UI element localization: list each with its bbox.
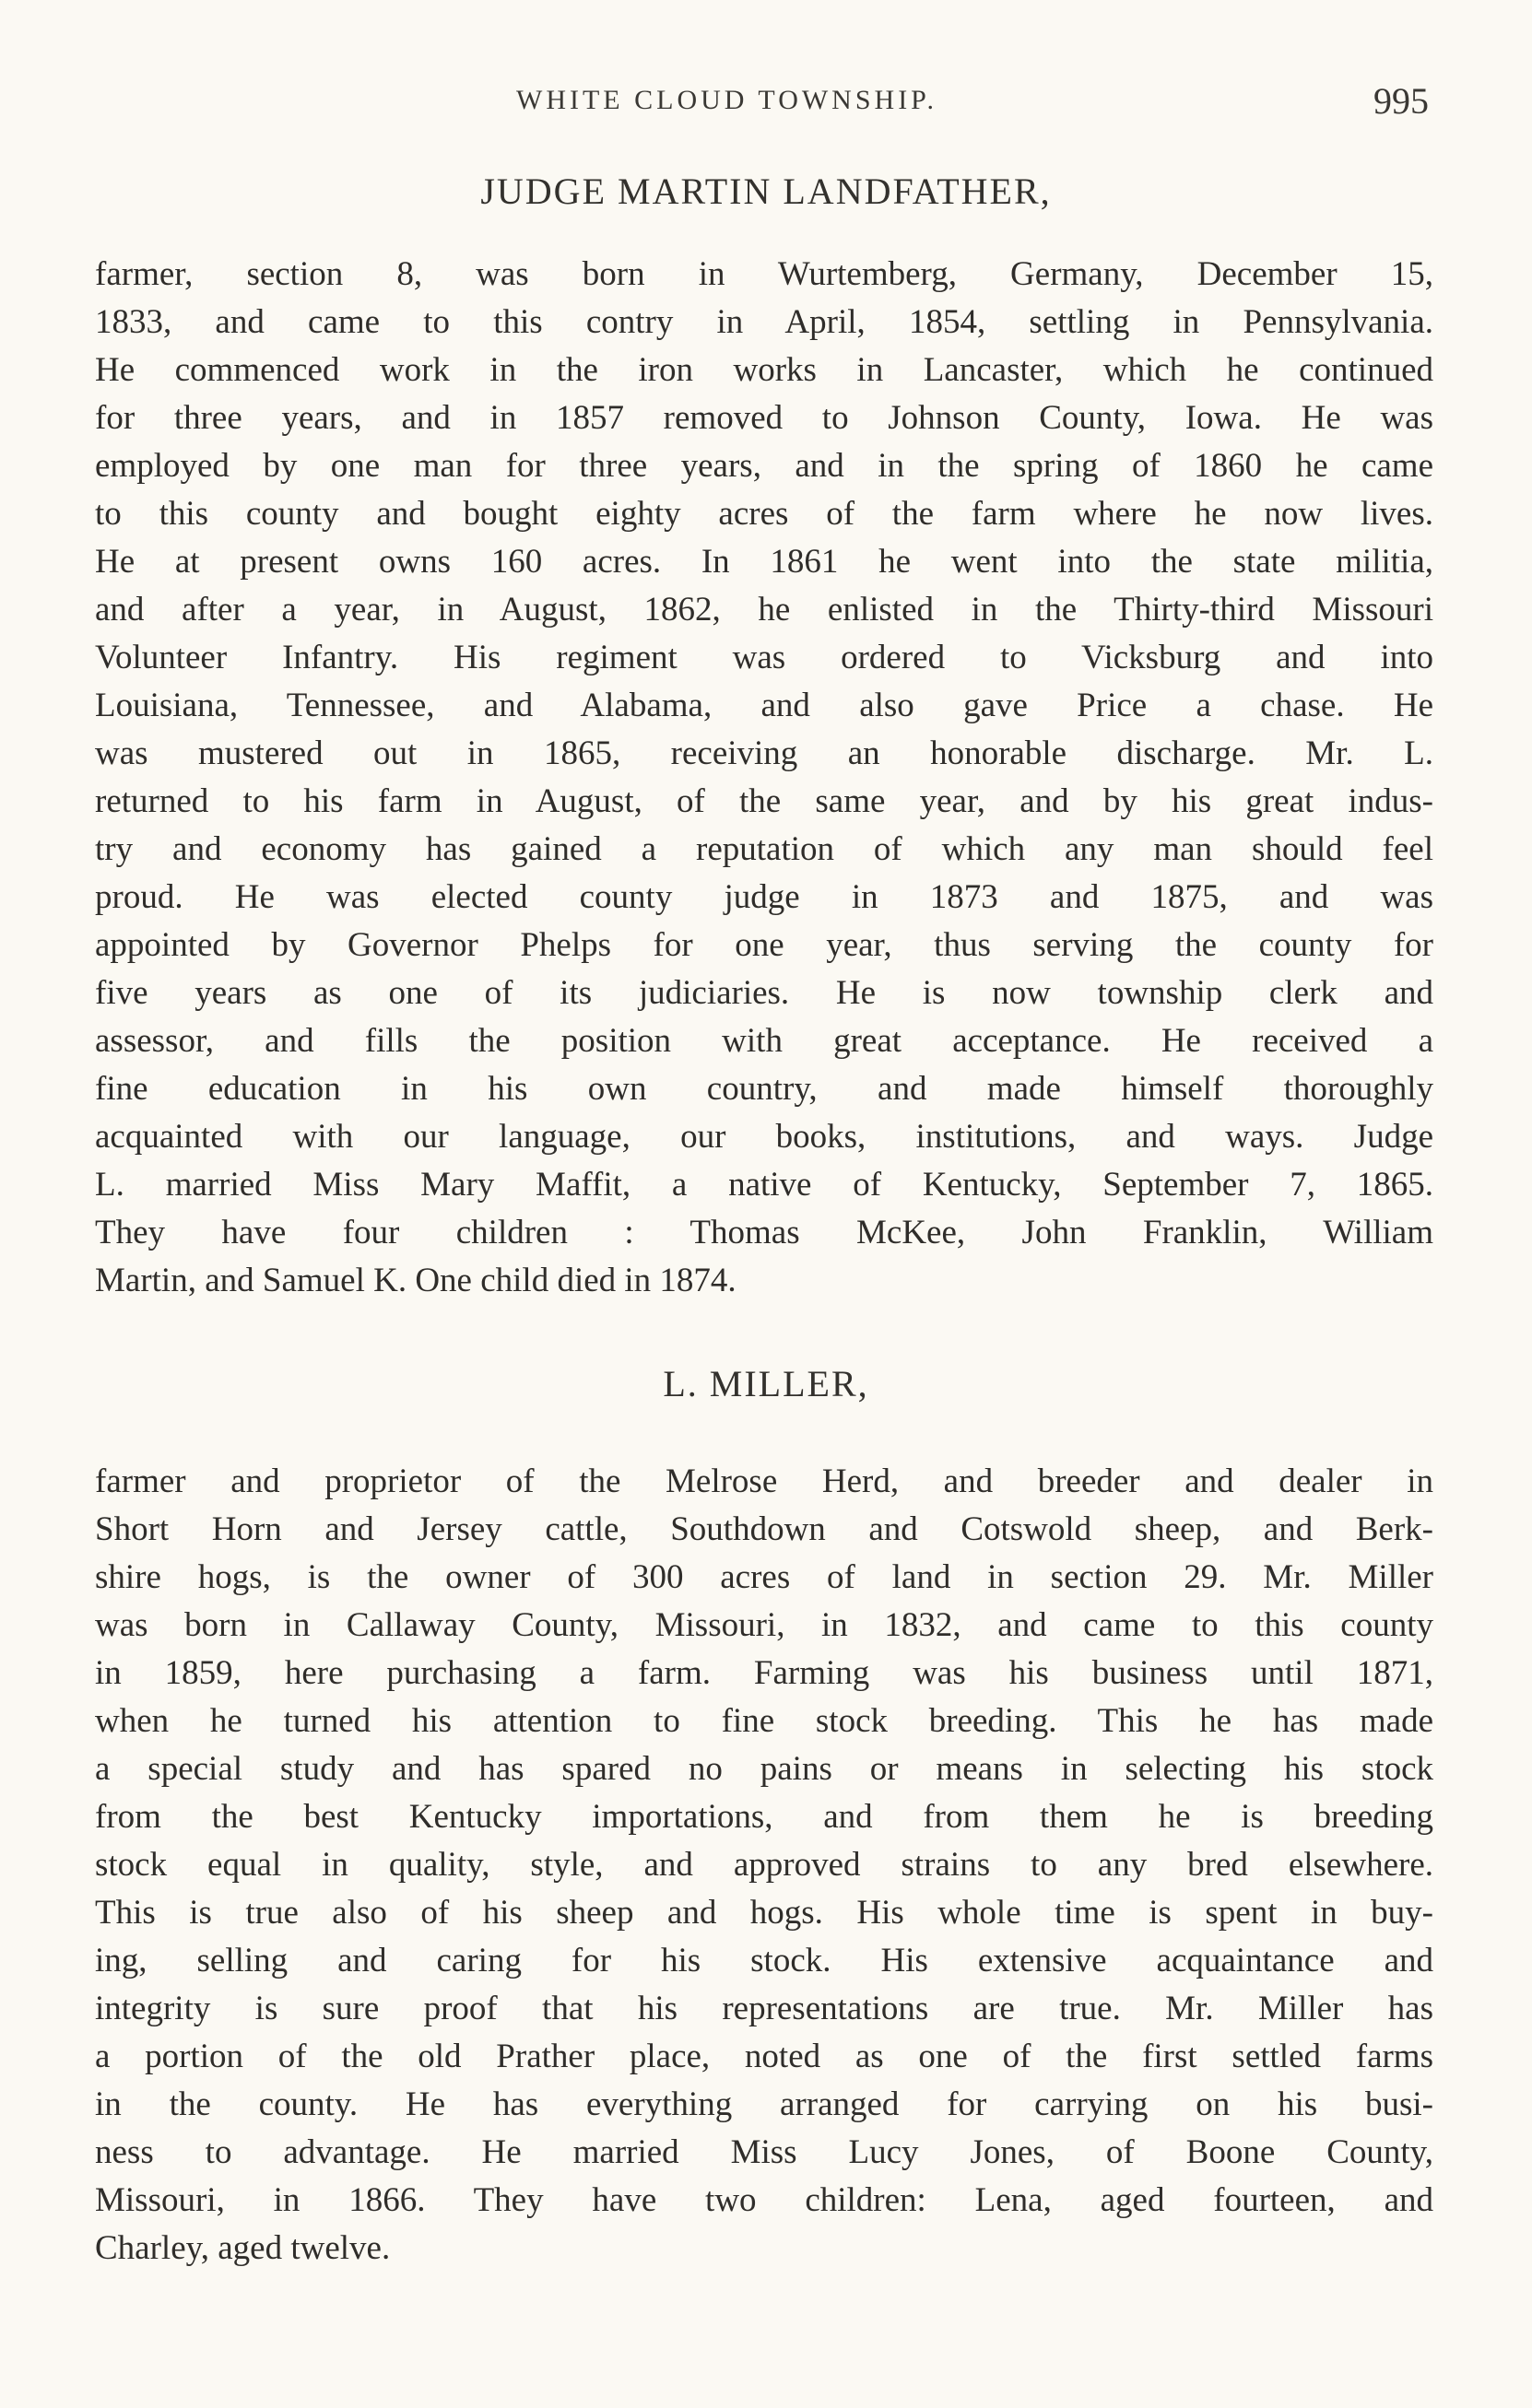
text-line: They have four children : Thomas McKee, John Franklin, William (95, 1214, 1433, 1251)
text-line: to this county and bought eighty acres of the farm where he now lives. (95, 495, 1433, 533)
text-line: He at present owns 160 acres. In 1861 he went into the state militia, (95, 543, 1433, 581)
text-line: Martin, and Samuel K. One child died in 1874. (95, 1262, 737, 1299)
biography-landfather (95, 251, 1433, 1305)
text-line: proud. He was elected county judge in 1873 and 1875, and was (95, 878, 1433, 916)
text-line: This is true also of his sheep and hogs. His whole time is spent in buy- (95, 1894, 1433, 1932)
text-line: Missouri, in 1866. They have two children: Lena, aged fourteen, and (95, 2181, 1433, 2219)
text-line: a special study and has spared no pains or means in selecting his stock (95, 1750, 1433, 1788)
page-number: 995 (1373, 80, 1429, 122)
text-line: was born in Callaway County, Missouri, in 1832, and came to this county (95, 1606, 1433, 1644)
text-line: Louisiana, Tennessee, and Alabama, and also gave Price a chase. He (95, 687, 1433, 724)
text-line: shire hogs, is the owner of 300 acres of land in section 29. Mr. Miller (95, 1558, 1433, 1596)
text-line: farmer and proprietor of the Melrose Herd, and breeder and dealer in (95, 1462, 1433, 1500)
text-line: employed by one man for three years, and in the spring of 1860 he came (95, 447, 1433, 485)
text-line: when he turned his attention to fine stock breeding. This he has made (95, 1702, 1433, 1740)
text-line: returned to his farm in August, of the same year, and by his great indus- (95, 782, 1433, 820)
text-line: ing, selling and caring for his stock. His extensive acquaintance and (95, 1942, 1433, 1979)
text-line: from the best Kentucky importations, and from them he is breeding (95, 1798, 1433, 1836)
text-line: for three years, and in 1857 removed to Johnson County, Iowa. He was (95, 399, 1433, 437)
text-line: Volunteer Infantry. His regiment was ordered to Vicksburg and into (95, 639, 1433, 676)
text-line: assessor, and fills the position with great acceptance. He received a (95, 1022, 1433, 1060)
text-line: fine education in his own country, and made himself thoroughly (95, 1070, 1433, 1108)
biography-miller (95, 1458, 1433, 2273)
text-line: ness to advantage. He married Miss Lucy Jones, of Boone County, (95, 2133, 1433, 2171)
running-title: WHITE CLOUD TOWNSHIP. (516, 85, 938, 115)
section-heading-landfather: JUDGE MARTIN LANDFATHER, (480, 170, 1052, 212)
text-line: farmer, section 8, was born in Wurtemberg, Germany, December 15, (95, 255, 1433, 293)
text-line: try and economy has gained a reputation of which any man should feel (95, 830, 1433, 868)
text-line: Short Horn and Jersey cattle, Southdown and Cotswold sheep, and Berk- (95, 1510, 1433, 1548)
text-line: integrity is sure proof that his representations are true. Mr. Miller has (95, 1990, 1433, 2027)
text-line: in the county. He has everything arranged for carrying on his busi- (95, 2085, 1433, 2123)
text-line: in 1859, here purchasing a farm. Farming was his business until 1871, (95, 1654, 1433, 1692)
text-line: 1833, and came to this contry in April, 1854, settling in Pennsylvania. (95, 303, 1433, 341)
text-line: and after a year, in August, 1862, he enlisted in the Thirty-third Missouri (95, 591, 1433, 628)
text-line: a portion of the old Prather place, noted as one of the first settled farms (95, 2038, 1433, 2075)
text-line: was mustered out in 1865, receiving an honorable discharge. Mr. L. (95, 734, 1433, 772)
text-line: Charley, aged twelve. (95, 2229, 391, 2267)
text-line: appointed by Governor Phelps for one year, thus serving the county for (95, 926, 1433, 964)
section-heading-miller: L. MILLER, (663, 1363, 869, 1404)
text-line: five years as one of its judiciaries. He is now township clerk and (95, 974, 1433, 1012)
text-line: acquainted with our language, our books, institutions, and ways. Judge (95, 1118, 1433, 1156)
text-line: stock equal in quality, style, and approved strains to any bred elsewhere. (95, 1846, 1433, 1884)
text-line: L. married Miss Mary Maffit, a native of Kentucky, September 7, 1865. (95, 1166, 1433, 1204)
text-line: He commenced work in the iron works in Lancaster, which he continued (95, 351, 1433, 389)
